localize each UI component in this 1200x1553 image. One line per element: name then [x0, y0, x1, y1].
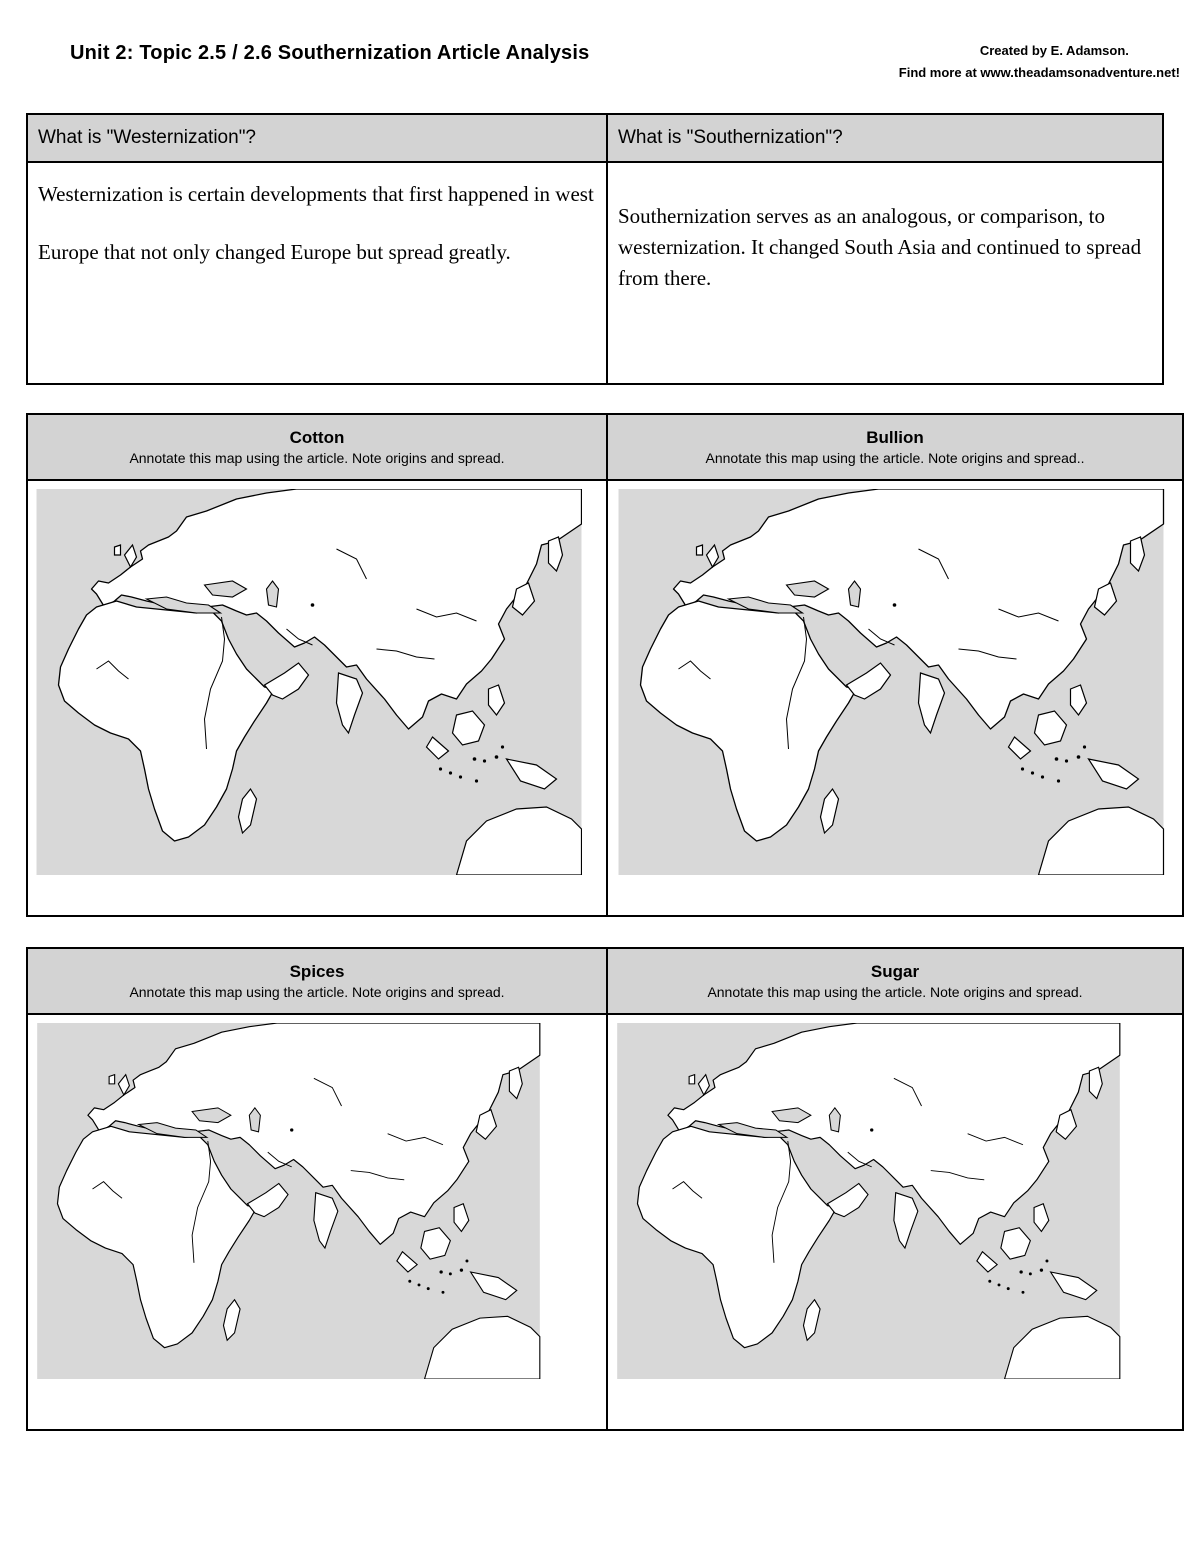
credit-author: Created by E. Adamson.: [979, 43, 1129, 58]
westernization-answer: Westernization is certain developments that first happened in west Europe that not only changed Europe but spread greatly.: [38, 182, 594, 264]
bullion-header: [607, 414, 1183, 480]
map-table-bottom: [26, 947, 1184, 1431]
cotton-header: [27, 414, 607, 480]
spices-header: [27, 948, 607, 1014]
bullion-instruction: Annotate this map using the article. Note origins and spread..: [705, 450, 1085, 466]
cotton-title: Cotton: [289, 428, 345, 447]
page-title: Unit 2: Topic 2.5 / 2.6 Southernization Article Analysis: [70, 42, 590, 64]
cotton-map-cell[interactable]: [27, 480, 607, 916]
bullion-map-icon: [616, 489, 1166, 875]
sugar-header: [607, 948, 1183, 1014]
sugar-title: Sugar: [870, 962, 920, 981]
spices-title: Spices: [289, 962, 345, 981]
definitions-table: [26, 113, 1164, 385]
southernization-question: What is "Southernization"?: [607, 114, 1163, 162]
credit-block: [899, 40, 1180, 84]
sugar-map-cell[interactable]: [607, 1014, 1183, 1430]
bullion-map-cell[interactable]: [607, 480, 1183, 916]
map-table-top: [26, 413, 1184, 917]
sugar-instruction: Annotate this map using the article. Note origins and spread.: [707, 984, 1083, 1000]
westernization-question: What is "Westernization"?: [27, 114, 607, 162]
cotton-map-icon: [36, 489, 582, 875]
cotton-instruction: Annotate this map using the article. Note origins and spread.: [129, 450, 505, 466]
westernization-answer-cell[interactable]: [27, 162, 607, 384]
spices-map-cell[interactable]: [27, 1014, 607, 1430]
southernization-answer: Southernization serves as an analogous, or comparison, to westernization. It changed South Asia and continued to spread from there.: [618, 204, 1142, 290]
spices-instruction: Annotate this map using the article. Note origins and spread.: [129, 984, 505, 1000]
southernization-answer-cell[interactable]: [607, 162, 1163, 384]
credit-website: Find more at www.theadamsonadventure.net!: [898, 65, 1180, 80]
bullion-title: Bullion: [866, 428, 924, 447]
sugar-map-icon: [616, 1023, 1121, 1379]
spices-map-icon: [36, 1023, 541, 1379]
